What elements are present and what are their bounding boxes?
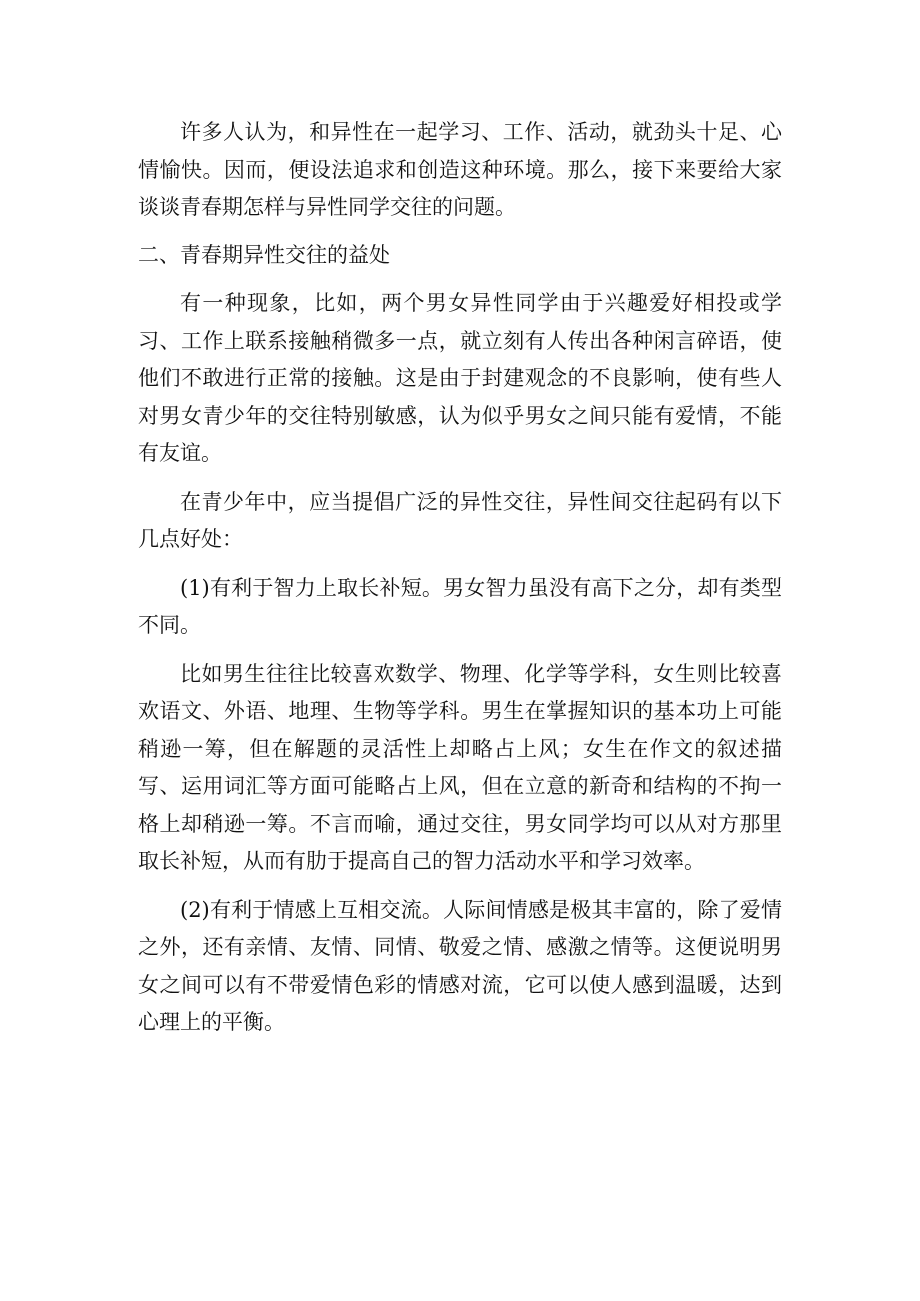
paragraph-benefit-2: (2)有利于情感上互相交流。人际间情感是极其丰富的，除了爱情之外，还有亲情、友情、同情、敬爱之情、感激之情等。这便说明男女之间可以有不带爱情色彩的情感对流，它可以使人感到温暖，达到心理上的平衡。 <box>138 897 782 1034</box>
paragraph-intro: 许多人认为，和异性在一起学习、工作、活动，就劲头十足、心情愉快。因而，便设法追求和创造这种环境。那么，接下来要给大家谈谈青春期怎样与异性同学交往的问题。 <box>138 120 782 219</box>
document-page <box>138 114 782 1042</box>
paragraph-benefit-1: (1)有利于智力上取长补短。男女智力虽没有高下之分，却有类型不同。 <box>138 575 782 637</box>
paragraph-phenomenon: 有一种现象，比如，两个男女异性同学由于兴趣爱好相投或学习、工作上联系接触稍微多一点，就立刻有人传出各种闲言碎语，使他们不敢进行正常的接触。这是由于封建观念的不良影响，使有些人对男女青少年的交往特别敏感，认为似乎男女之间只能有爱情，不能有友谊。 <box>138 291 782 465</box>
section-heading: 二、青春期异性交往的益处 <box>138 242 390 267</box>
paragraph-benefits-intro: 在青少年中，应当提倡广泛的异性交往，异性间交往起码有以下几点好处： <box>138 489 782 551</box>
paragraph-benefit-1-detail: 比如男生往往比较喜欢数学、物理、化学等学科，女生则比较喜欢语文、外语、地理、生物等学科。男生在掌握知识的基本功上可能稍逊一筹，但在解题的灵活性上却略占上风；女生在作文的叙述描写、运用词汇等方面可能略占上风，但在立意的新奇和结构的不拘一格上却稍逊一筹。不言而喻，通过交往，男女同学均可以从对方那里取长补短，从而有肋于提高自己的智力活动水平和学习效率。 <box>138 661 782 873</box>
